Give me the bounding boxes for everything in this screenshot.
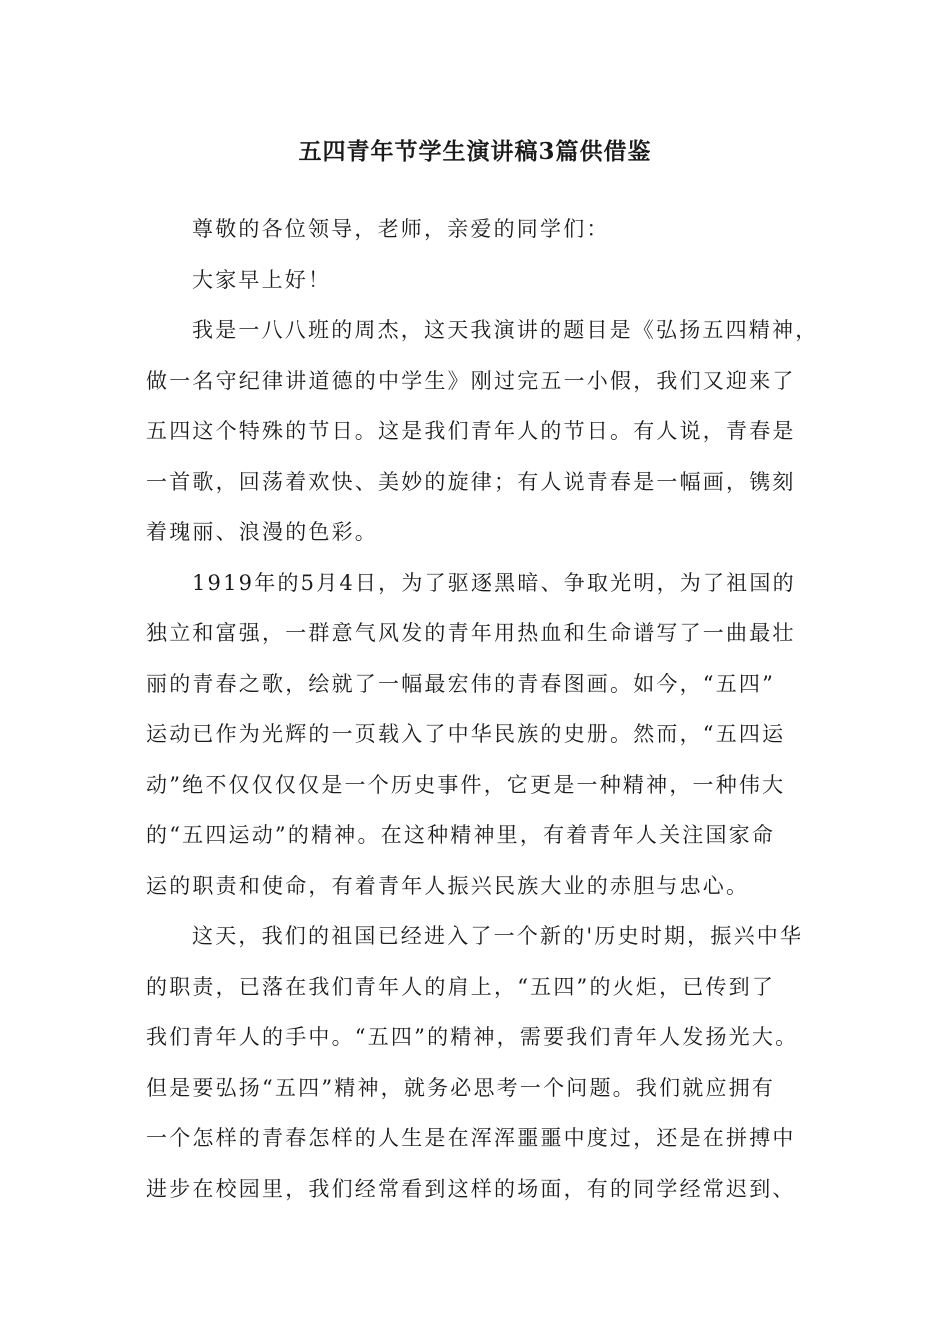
paragraph-line: 着瑰丽、浪漫的色彩。 (146, 520, 378, 544)
paragraph-line: 丽的青春之歌，绘就了一幅最宏伟的青春图画。如今，“五四” (146, 671, 776, 696)
paragraph-line: 但是要弘扬“五四”精神，就务必思考一个问题。我们就应拥有 (146, 1075, 776, 1100)
paragraph-line: 我是一八八班的周杰，这天我演讲的题目是《弘扬五四精神， (192, 318, 819, 342)
paragraph-line: 运的职责和使命，有着青年人振兴民族大业的赤胆与忠心。 (146, 873, 750, 898)
paragraph-line: 这天，我们的祖国已经进入了一个新的'历史时期，振兴中华 (192, 924, 804, 948)
paragraph-line: 独立和富强，一群意气风发的青年用热血和生命谱写了一曲最壮 (146, 621, 796, 645)
paragraph-line: 尊敬的各位领导，老师，亲爱的同学们： (192, 217, 610, 241)
paragraph-line: 一首歌，回荡着欢快、美妙的旋律；有人说青春是一幅画，镌刻 (146, 469, 796, 494)
document-body (146, 204, 819, 1214)
paragraph-line: 大家早上好！ (192, 267, 332, 292)
paragraph-line: 做一名守纪律讲道德的中学生》刚过完五一小假，我们又迎来了 (146, 368, 796, 393)
paragraph-line: 运动已作为光辉的一页载入了中华民族的史册。然而，“五四运 (146, 722, 786, 746)
paragraph-line: 的“五四运动”的精神。在这种精神里，有着青年人关注国家命 (146, 823, 776, 847)
paragraph-line: 动”绝不仅仅仅仅是一个历史事件，它更是一种精神，一种伟大 (146, 772, 786, 797)
paragraph-line: 五四这个特殊的节日。这是我们青年人的节日。有人说，青春是 (146, 419, 796, 443)
document-title: 五四青年节学生演讲稿3篇供借鉴 (298, 138, 652, 165)
paragraph-line: 1919年的5月4日，为了驱逐黑暗、争取光明，为了祖国的 (192, 570, 796, 595)
paragraph-line: 进步在校园里，我们经常看到这样的场面，有的同学经常迟到、 (146, 1176, 796, 1201)
paragraph-line: 的职责，已落在我们青年人的肩上，“五四”的火炬，已传到了 (146, 974, 776, 999)
paragraph-line: 一个怎样的青春怎样的人生是在浑浑噩噩中度过，还是在拼搏中 (146, 1126, 796, 1150)
paragraph-line: 我们青年人的手中。“五四”的精神，需要我们青年人发扬光大。 (146, 1025, 799, 1049)
